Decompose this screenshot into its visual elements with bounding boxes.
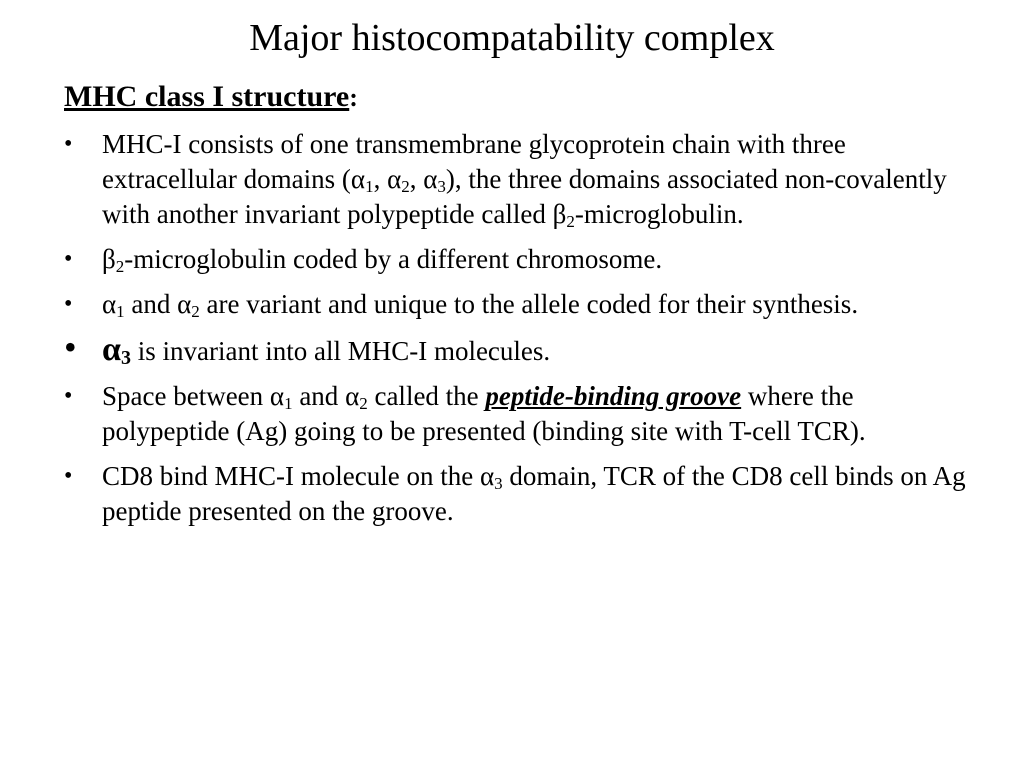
bullet-text: CD8 bind MHC-I molecule on the [102,461,480,491]
slide-title: Major histocompatability complex [249,17,775,59]
bullet-text: , [409,164,424,194]
subscript-1: 1 [116,302,125,321]
alpha-symbol: α [102,289,117,319]
bullet-icon: • [64,383,73,409]
alpha-symbol: α [345,381,360,411]
subscript-2: 2 [401,177,410,196]
bullet-text: called the [367,381,486,411]
alpha-symbol: α [269,381,285,411]
bullet-item-variant [64,287,969,322]
bullet-text: is invariant into all MHC-I molecules. [130,336,551,366]
bullet-icon: • [64,463,73,489]
subscript-1: 1 [284,394,293,413]
bullet-list [64,127,969,539]
alpha-symbol: α [423,164,438,194]
bullet-item-groove [64,379,969,449]
alpha-symbol: α [102,331,121,368]
beta-symbol: β [552,199,567,229]
alpha3-emphasis [102,331,131,368]
bullet-text: ), the three domains associated non-covalently with another invariant polypeptide called [102,164,947,229]
bullet-item-microglobulin [64,242,969,277]
section-heading-text: MHC class I structure [64,80,350,113]
bullet-item-structure [64,127,969,232]
bullet-text: domain, TCR of the CD8 cell binds on Ag peptide presented on the groove. [102,461,966,526]
subscript-2: 2 [191,302,200,321]
bullet-text: and [292,381,346,411]
bullet-text: , [373,164,388,194]
bullet-text: Space between [102,381,270,411]
bullet-text: -microglobulin coded by a different chromosome. [124,244,663,274]
beta-symbol: β [102,244,116,274]
bullet-icon: • [64,131,73,157]
bullet-item-cd8 [64,459,969,529]
bullet-icon: • [64,291,73,317]
subscript-2: 2 [359,394,368,413]
bullet-text: -microglobulin. [574,199,744,229]
alpha-symbol: α [387,164,402,194]
bullet-text: are variant and unique to the allele coded for their synthesis. [199,289,859,319]
bullet-icon: • [64,246,73,272]
peptide-binding-groove-term: peptide-binding groove [485,381,742,411]
subscript-3: 3 [120,347,131,369]
section-heading-colon: : [349,83,358,112]
bullet-icon: • [64,327,77,367]
alpha-symbol: α [479,461,495,491]
subscript-2: 2 [566,212,575,231]
bullet-item-invariant [64,327,969,369]
bullet-text: MHC-I consists of one transmembrane glycoprotein chain with three extracellular domains ( [102,129,846,194]
bullet-text: where the polypeptide (Ag) going to be presented (binding site with T-cell TCR). [102,381,866,446]
subscript-3: 3 [494,474,503,493]
alpha-symbol: α [350,164,366,194]
section-heading [64,78,358,117]
subscript-1: 1 [365,177,374,196]
subscript-2: 2 [115,257,125,276]
bullet-text: and [124,289,178,319]
alpha-symbol: α [177,289,192,319]
subscript-3: 3 [437,177,446,196]
